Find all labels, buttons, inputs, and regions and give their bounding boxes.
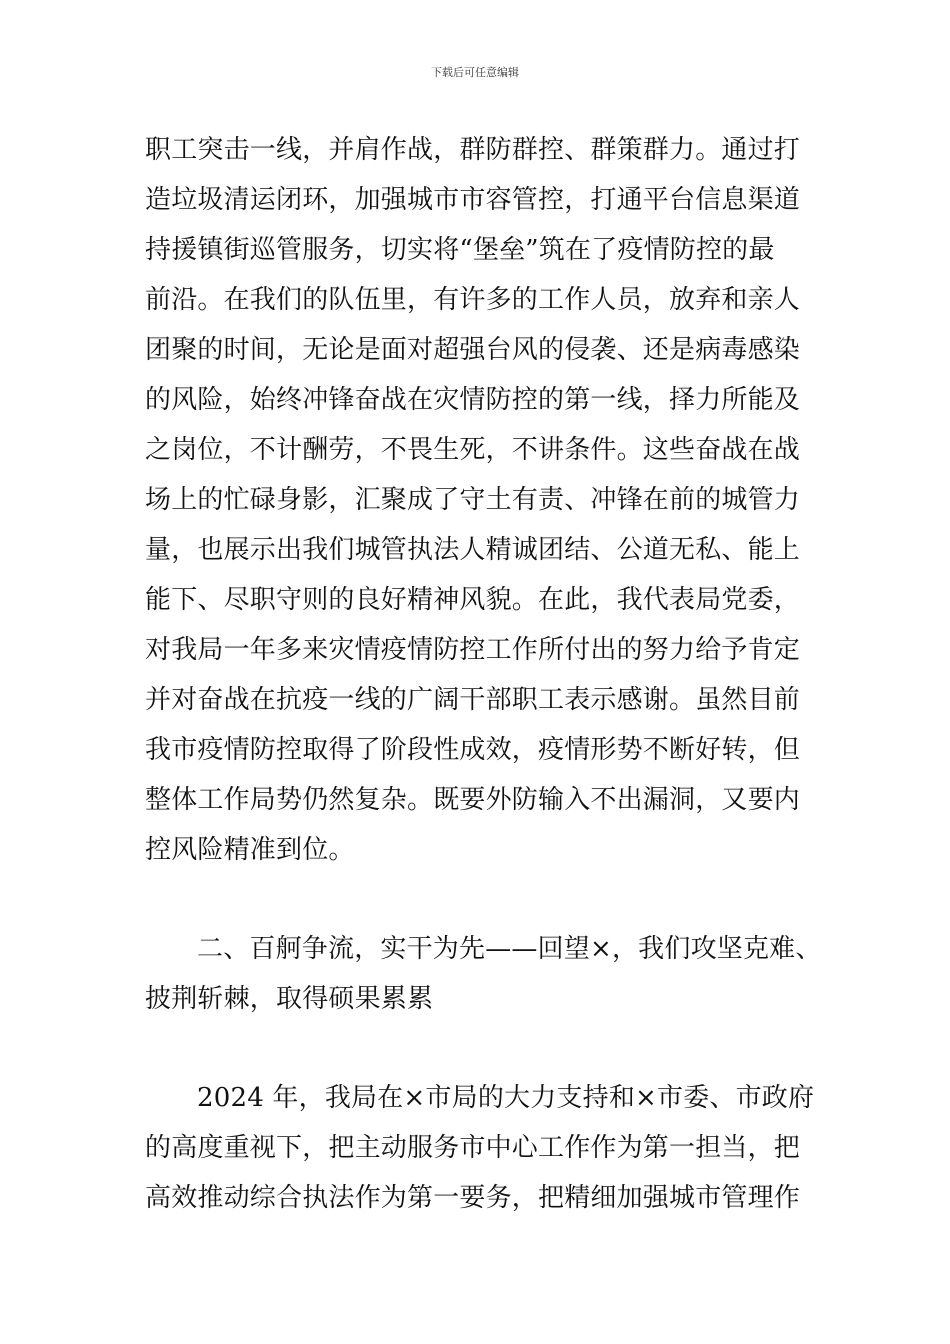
text-line: 团聚的时间，无论是面对超强台风的侵袭、还是病毒感染 — [145, 335, 801, 365]
text-line: 整体工作局势仍然复杂。既要外防输入不出漏洞，又要内 — [145, 785, 801, 815]
text-line: 前沿。在我们的队伍里，有许多的工作人员，放弃和亲人 — [145, 285, 801, 315]
text-line: 量，也展示出我们城管执法人精诚团结、公道无私、能上 — [145, 535, 801, 565]
text-line: 的风险，始终冲锋奋战在灾情防控的第一线，择力所能及 — [145, 385, 801, 415]
text-line: 我市疫情防控取得了阶段性成效，疫情形势不断好转，但 — [145, 735, 801, 765]
text-line: 持援镇街巡管服务，切实将“堡垒”筑在了疫情防控的最 — [145, 235, 775, 265]
text-line: 2024 年，我局在×市局的大力支持和×市委、市政府 — [197, 1083, 815, 1113]
text-line: 并对奋战在抗疫一线的广阔干部职工表示感谢。虽然目前 — [145, 685, 801, 715]
text-line: 之岗位，不计酬劳，不畏生死，不讲条件。这些奋战在战 — [145, 435, 801, 465]
text-line: 职工突击一线，并肩作战，群防群控、群策群力。通过打 — [145, 135, 801, 165]
text-line: 高效推动综合执法作为第一要务，把精细加强城市管理作 — [145, 1183, 801, 1213]
text-line: 能下、尽职守则的良好精神风貌。在此，我代表局党委， — [145, 585, 801, 615]
text-line: 对我局一年多来灾情疫情防控工作所付出的努力给予肯定 — [145, 635, 801, 665]
text-line: 的高度重视下，把主动服务市中心工作作为第一担当，把 — [145, 1133, 801, 1163]
text-line: 控风险精准到位。 — [145, 835, 355, 865]
text-line: 造垃圾清运闭环，加强城市市容管控，打通平台信息渠道 — [145, 185, 801, 215]
heading-line: 披荆斩棘，取得硕果累累 — [145, 984, 434, 1014]
text-line: 场上的忙碌身影，汇聚成了守土有责、冲锋在前的城管力 — [145, 485, 801, 515]
heading-line: 二、百舸争流，实干为先——回望×，我们攻坚克难、 — [197, 934, 822, 964]
page-header: 下载后可任意编辑 — [431, 66, 519, 79]
